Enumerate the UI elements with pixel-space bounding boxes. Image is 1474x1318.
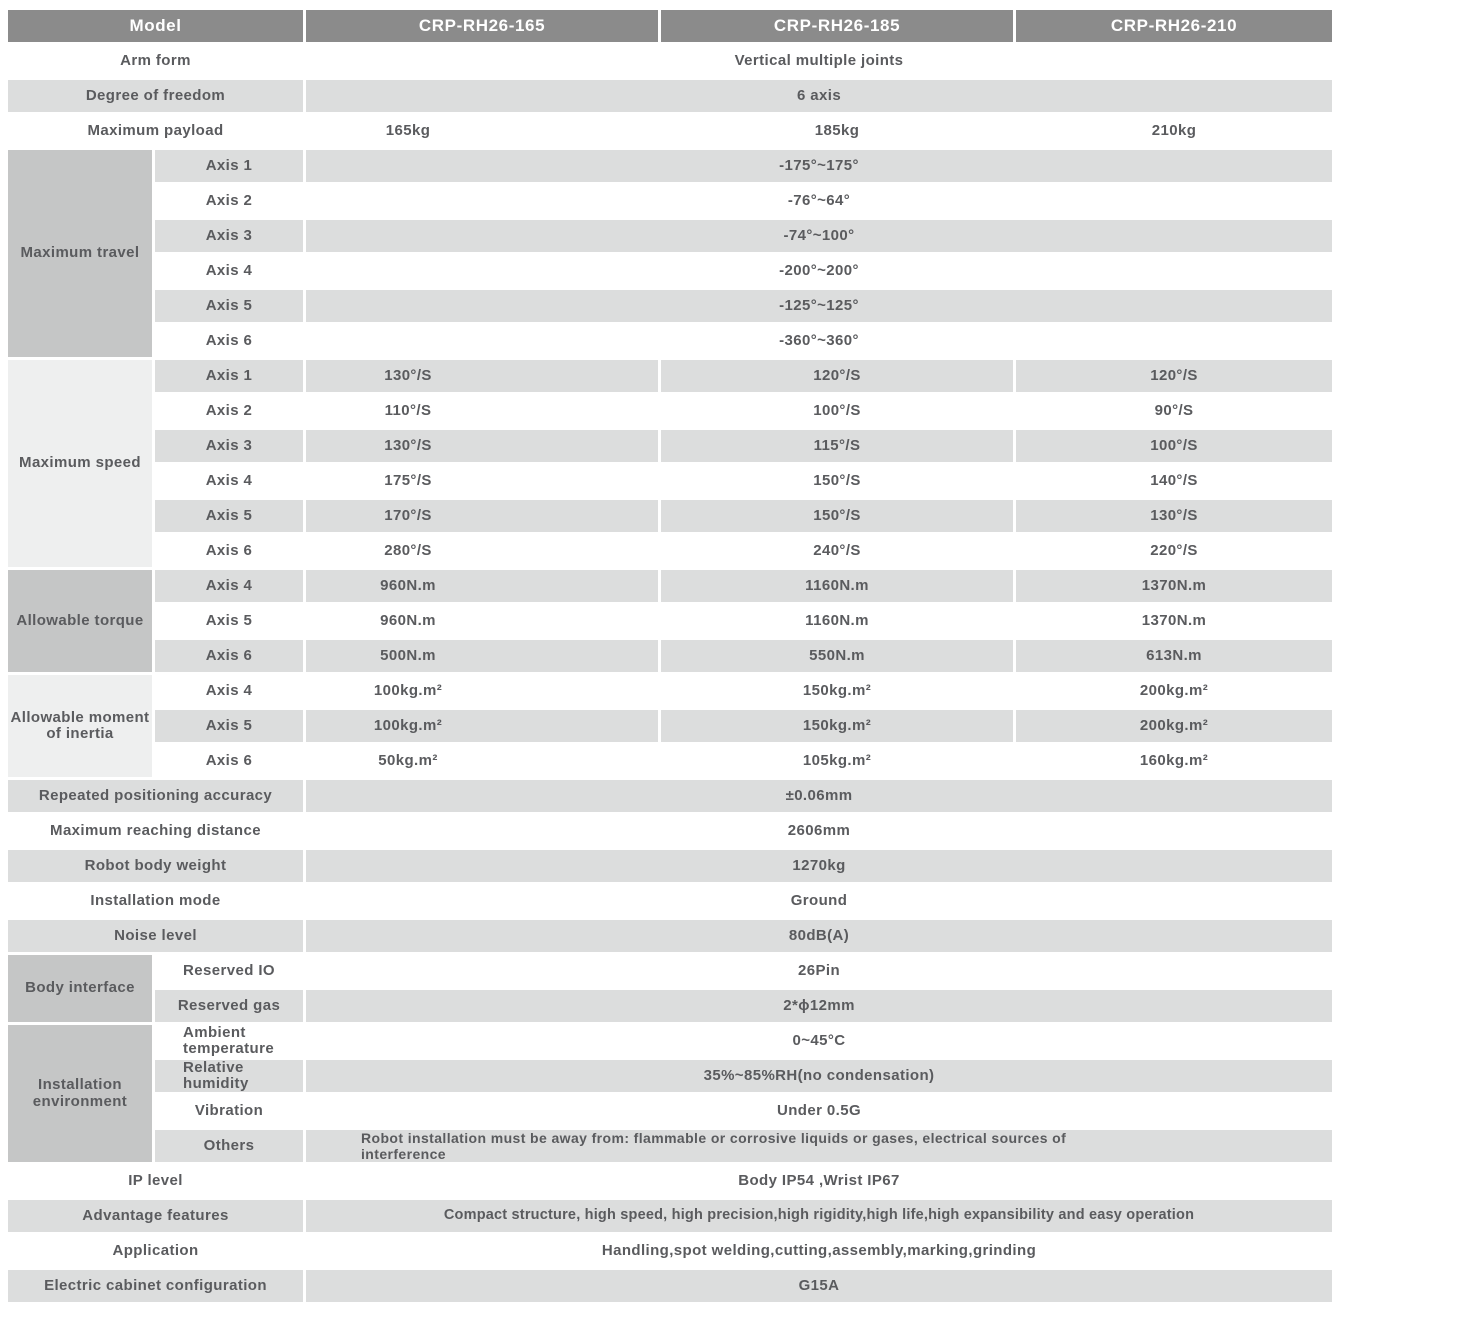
- value-travel-axis-3: -74°~100°: [306, 220, 1332, 252]
- table-row: [8, 1095, 1332, 1127]
- value-inertia-axis-4-210: 200kg.m²: [1139, 681, 1209, 699]
- axis-label: Axis 3: [155, 220, 303, 252]
- table-row: [8, 360, 1332, 392]
- sub-label-others: Others: [155, 1130, 303, 1162]
- value-inertia-axis-6-185: 105kg.m²: [802, 751, 872, 769]
- value-speed-axis-6-165: 280°/S: [384, 541, 432, 559]
- table-row: [8, 605, 1332, 637]
- axis-label: Axis 6: [205, 541, 253, 559]
- value-travel-axis-1: -175°~175°: [306, 150, 1332, 182]
- header-column-crp-rh26-210: CRP-RH26-210: [1016, 10, 1332, 42]
- value-speed-axis-6-210: 220°/S: [1150, 541, 1198, 559]
- value-travel-axis-6: -360°~360°: [779, 331, 859, 349]
- axis-label: Axis 4: [205, 471, 253, 489]
- table-row: [8, 885, 1332, 917]
- value-degree-of-freedom: 6 axis: [306, 80, 1332, 112]
- table-row: [8, 815, 1332, 847]
- value-speed-axis-2-185: 100°/S: [813, 401, 861, 419]
- value-speed-axis-5-165: 170°/S: [306, 500, 658, 532]
- table-row: [8, 220, 1332, 252]
- table-row: [8, 990, 1332, 1022]
- table-row: [8, 1165, 1332, 1197]
- value-payload-210: 210kg: [1151, 121, 1197, 139]
- value-inertia-axis-5-210: 200kg.m²: [1016, 710, 1332, 742]
- row-label-arm-form: Arm form: [120, 51, 191, 69]
- header-column-crp-rh26-165: CRP-RH26-165: [306, 10, 658, 42]
- row-label-advantage-features: Advantage features: [8, 1200, 303, 1232]
- value-speed-axis-5-210: 130°/S: [1016, 500, 1332, 532]
- value-maximum-reaching-distance: 2606mm: [787, 821, 851, 839]
- value-others-text: Robot installation must be away from: flammable or corrosive liquids or gases, electrical sources of interference: [361, 1130, 1067, 1163]
- axis-label: Axis 5: [155, 500, 303, 532]
- axis-label: Axis 5: [155, 290, 303, 322]
- table-row: [8, 395, 1332, 427]
- sub-label-reserved-gas: Reserved gas: [155, 990, 303, 1022]
- group-label-maximum-speed: Maximum speed: [8, 360, 152, 567]
- table-row: [8, 780, 1332, 812]
- value-inertia-axis-5-165: 100kg.m²: [306, 710, 658, 742]
- table-row: [8, 850, 1332, 882]
- row-label-application: Application: [112, 1241, 199, 1259]
- row-label-robot-body-weight: Robot body weight: [8, 850, 303, 882]
- table-row: [8, 430, 1332, 462]
- value-torque-axis-6-165: 500N.m: [306, 640, 658, 672]
- table-row: [8, 325, 1332, 357]
- group-label-maximum-travel: Maximum travel: [8, 150, 152, 357]
- value-speed-axis-3-185: 115°/S: [661, 430, 1013, 462]
- table-row: [8, 675, 1332, 707]
- value-reserved-gas: 2*ϕ12mm: [306, 990, 1332, 1022]
- value-torque-axis-5-165: 960N.m: [380, 611, 436, 629]
- table-row: [8, 1060, 1332, 1092]
- row-label-maximum-payload: Maximum payload: [87, 121, 224, 139]
- axis-label: Axis 5: [205, 611, 253, 629]
- value-torque-axis-4-185: 1160N.m: [661, 570, 1013, 602]
- table-row: [8, 570, 1332, 602]
- axis-label: Axis 4: [205, 681, 253, 699]
- value-electric-cabinet-configuration: G15A: [306, 1270, 1332, 1302]
- table-row: [8, 115, 1332, 147]
- row-label-maximum-reaching-distance: Maximum reaching distance: [50, 821, 261, 839]
- table-row: [8, 920, 1332, 952]
- value-inertia-axis-6-210: 160kg.m²: [1139, 751, 1209, 769]
- table-row: [8, 535, 1332, 567]
- row-label-installation-mode: Installation mode: [90, 891, 221, 909]
- axis-label: Axis 4: [155, 570, 303, 602]
- axis-label: Axis 2: [205, 401, 253, 419]
- table-row: [8, 1130, 1332, 1162]
- value-speed-axis-1-165: 130°/S: [306, 360, 658, 392]
- sub-label-relative-humidity: Relative humidity: [155, 1060, 303, 1092]
- row-label-degree-of-freedom: Degree of freedom: [8, 80, 303, 112]
- row-label-ip-level: IP level: [128, 1171, 183, 1189]
- value-application: Handling,spot welding,cutting,assembly,marking,grinding: [601, 1241, 1037, 1259]
- value-installation-mode: Ground: [790, 891, 848, 909]
- value-ambient-temperature: 0~45°C: [792, 1031, 846, 1049]
- value-torque-axis-5-185: 1160N.m: [805, 611, 869, 629]
- sub-label-vibration: Vibration: [194, 1101, 264, 1119]
- axis-label: Axis 1: [155, 360, 303, 392]
- value-reserved-io: 26Pin: [798, 961, 841, 979]
- value-speed-axis-5-185: 150°/S: [661, 500, 1013, 532]
- value-speed-axis-3-165: 130°/S: [306, 430, 658, 462]
- table-header-row: [8, 10, 1332, 42]
- axis-label: Axis 5: [155, 710, 303, 742]
- value-speed-axis-4-185: 150°/S: [813, 471, 861, 489]
- table-row: [8, 465, 1332, 497]
- table-row: [8, 1235, 1332, 1267]
- value-payload-165: 165kg: [385, 121, 431, 139]
- group-label-allowable-moment-of-inertia: Allowable moment of inertia: [8, 675, 152, 777]
- value-arm-form: Vertical multiple joints: [734, 51, 904, 69]
- value-relative-humidity: 35%~85%RH(no condensation): [306, 1060, 1332, 1092]
- group-label-installation-environment: Installation environment: [8, 1025, 152, 1162]
- value-travel-axis-2: -76°~64°: [787, 191, 851, 209]
- value-torque-axis-6-185: 550N.m: [661, 640, 1013, 672]
- group-label-body-interface: Body interface: [8, 955, 152, 1022]
- sub-label-ambient-temperature: Ambient temperature: [183, 1025, 275, 1057]
- value-inertia-axis-4-165: 100kg.m²: [373, 681, 443, 699]
- table-row: [8, 1025, 1332, 1057]
- value-speed-axis-1-185: 120°/S: [661, 360, 1013, 392]
- value-speed-axis-4-165: 175°/S: [384, 471, 432, 489]
- table-row: [8, 255, 1332, 287]
- axis-label: Axis 6: [205, 331, 253, 349]
- value-torque-axis-6-210: 613N.m: [1016, 640, 1332, 672]
- axis-label: Axis 3: [155, 430, 303, 462]
- value-inertia-axis-4-185: 150kg.m²: [802, 681, 872, 699]
- value-others: [306, 1130, 1332, 1162]
- value-speed-axis-2-210: 90°/S: [1154, 401, 1194, 419]
- value-speed-axis-1-210: 120°/S: [1016, 360, 1332, 392]
- value-ip-level: Body IP54 ,Wrist IP67: [738, 1171, 900, 1189]
- table-row: [8, 745, 1332, 777]
- table-row: [8, 45, 1332, 77]
- table-row: [8, 500, 1332, 532]
- value-travel-axis-5: -125°~125°: [306, 290, 1332, 322]
- value-torque-axis-4-210: 1370N.m: [1016, 570, 1332, 602]
- table-row: [8, 710, 1332, 742]
- sub-label-reserved-io: Reserved IO: [183, 961, 275, 979]
- value-vibration: Under 0.5G: [777, 1101, 862, 1119]
- table-row: [8, 1200, 1332, 1232]
- table-row: [8, 80, 1332, 112]
- axis-label: Axis 1: [155, 150, 303, 182]
- header-column-crp-rh26-185: CRP-RH26-185: [661, 10, 1013, 42]
- axis-label: Axis 2: [205, 191, 253, 209]
- value-inertia-axis-6-165: 50kg.m²: [378, 751, 438, 769]
- value-travel-axis-4: -200°~200°: [779, 261, 859, 279]
- row-label-electric-cabinet-configuration: Electric cabinet configuration: [8, 1270, 303, 1302]
- table-row: [8, 955, 1332, 987]
- value-speed-axis-3-210: 100°/S: [1016, 430, 1332, 462]
- header-model-cell: Model: [8, 10, 303, 42]
- value-inertia-axis-5-185: 150kg.m²: [661, 710, 1013, 742]
- robot-spec-table: [5, 7, 1335, 1305]
- table-row: [8, 290, 1332, 322]
- value-speed-axis-6-185: 240°/S: [813, 541, 861, 559]
- table-row: [8, 1270, 1332, 1302]
- table-row: [8, 150, 1332, 182]
- group-label-allowable-torque: Allowable torque: [8, 570, 152, 672]
- table-row: [8, 640, 1332, 672]
- value-torque-axis-5-210: 1370N.m: [1141, 611, 1207, 629]
- row-label-noise-level: Noise level: [8, 920, 303, 952]
- value-payload-185: 185kg: [814, 121, 860, 139]
- axis-label: Axis 6: [205, 751, 253, 769]
- axis-label: Axis 6: [155, 640, 303, 672]
- value-torque-axis-4-165: 960N.m: [306, 570, 658, 602]
- value-robot-body-weight: 1270kg: [306, 850, 1332, 882]
- value-repeated-positioning-accuracy: ±0.06mm: [306, 780, 1332, 812]
- value-speed-axis-2-165: 110°/S: [384, 401, 432, 419]
- table-row: [8, 185, 1332, 217]
- value-noise-level: 80dB(A): [306, 920, 1332, 952]
- value-advantage-features: Compact structure, high speed, high precision,high rigidity,high life,high expansibility and easy operation: [306, 1200, 1332, 1232]
- axis-label: Axis 4: [205, 261, 253, 279]
- value-speed-axis-4-210: 140°/S: [1150, 471, 1198, 489]
- row-label-repeated-positioning-accuracy: Repeated positioning accuracy: [8, 780, 303, 812]
